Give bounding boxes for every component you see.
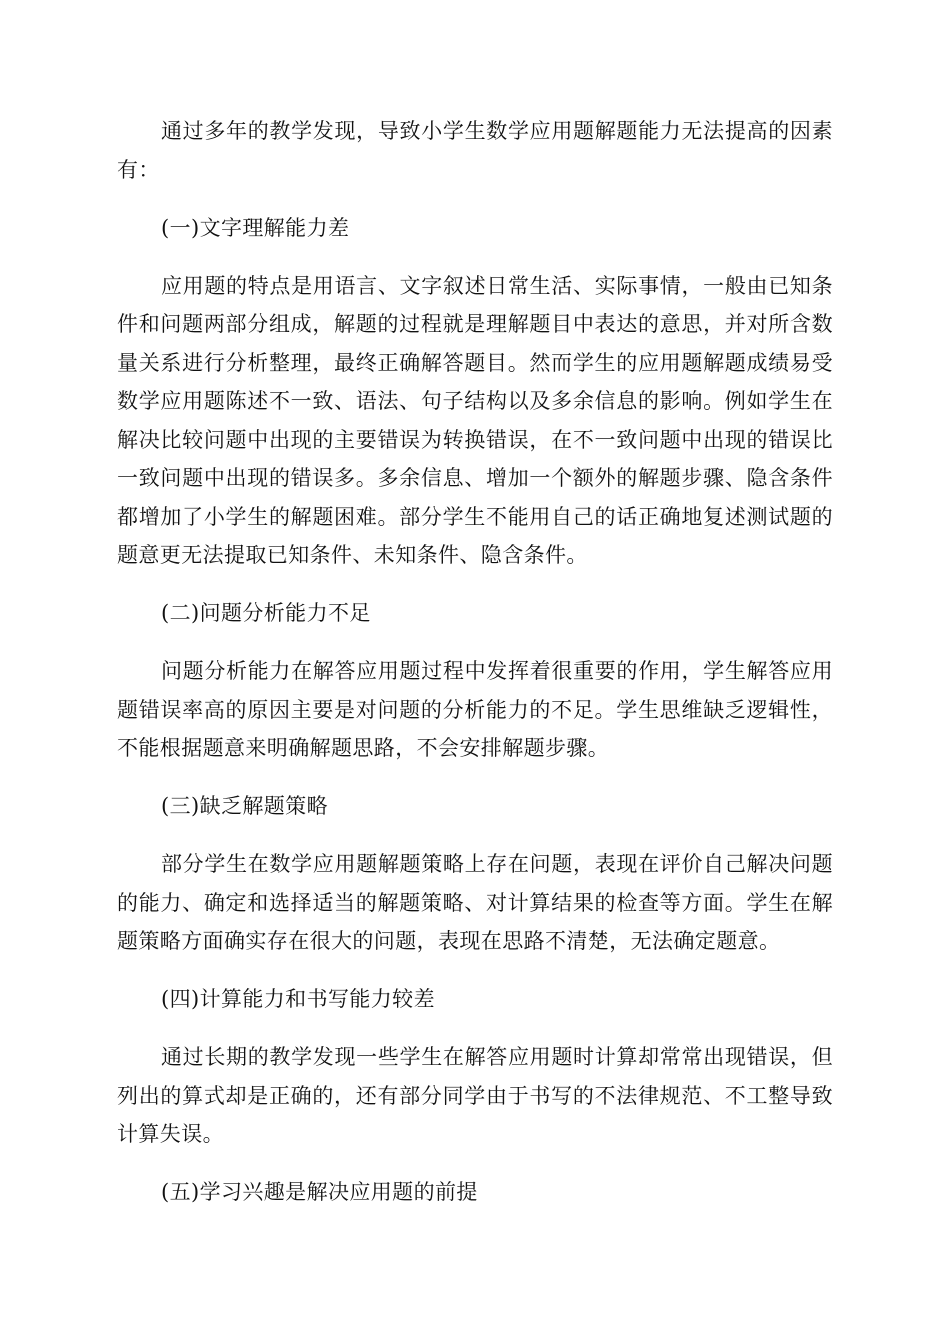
document-body <box>117 112 833 1231</box>
section-heading-3: (三)缺乏解题策略 <box>161 794 328 818</box>
intro-paragraph: 通过多年的教学发现，导致小学生数学应用题解题能力无法提高的因素有： <box>117 119 833 182</box>
section-paragraph-2: 问题分析能力在解答应用题过程中发挥着很重要的作用，学生解答应用题错误率高的原因主要是对问题的分析能力的不足。学生思维缺乏逻辑性，不能根据题意来明确解题思路，不会安排解题步骤。 <box>117 659 833 760</box>
section-heading-1: (一)文字理解能力差 <box>161 215 350 240</box>
section-heading-2: (二)问题分析能力不足 <box>161 601 371 625</box>
section-paragraph-3: 部分学生在数学应用题解题策略上存在问题，表现在评价自己解决问题的能力、确定和选择适当的解题策略、对计算结果的检查等方面。学生在解题策略方面确实存在很大的问题，表现在思路不清楚，无法确定题意。 <box>117 852 833 953</box>
section-heading-4: (四)计算能力和书写能力较差 <box>161 987 435 1011</box>
section-heading-5: (五)学习兴趣是解决应用题的前提 <box>161 1180 478 1204</box>
section-paragraph-4: 通过长期的教学发现一些学生在解答应用题时计算却常常出现错误，但列出的算式却是正确的，还有部分同学由于书写的不法律规范、不工整导致计算失误。 <box>117 1045 833 1146</box>
section-paragraph-1: 应用题的特点是用语言、文字叙述日常生活、实际事情，一般由已知条件和问题两部分组成，解题的过程就是理解题目中表达的意思，并对所含数量关系进行分析整理，最终正确解答题目。然而学生的应用题解题成绩易受数学应用题陈述不一致、语法、句子结构以及多余信息的影响。例如学生在解决比较问题中出现的主要错误为转换错误，在不一致问题中出现的错误比一致问题中出现的错误多。多余信息、增加一个额外的解题步骤、隐含条件都增加了小学生的解题困难。部分学生不能用自己的话正确地复述测试题的题意更无法提取已知条件、未知条件、隐含条件。 <box>117 273 833 567</box>
